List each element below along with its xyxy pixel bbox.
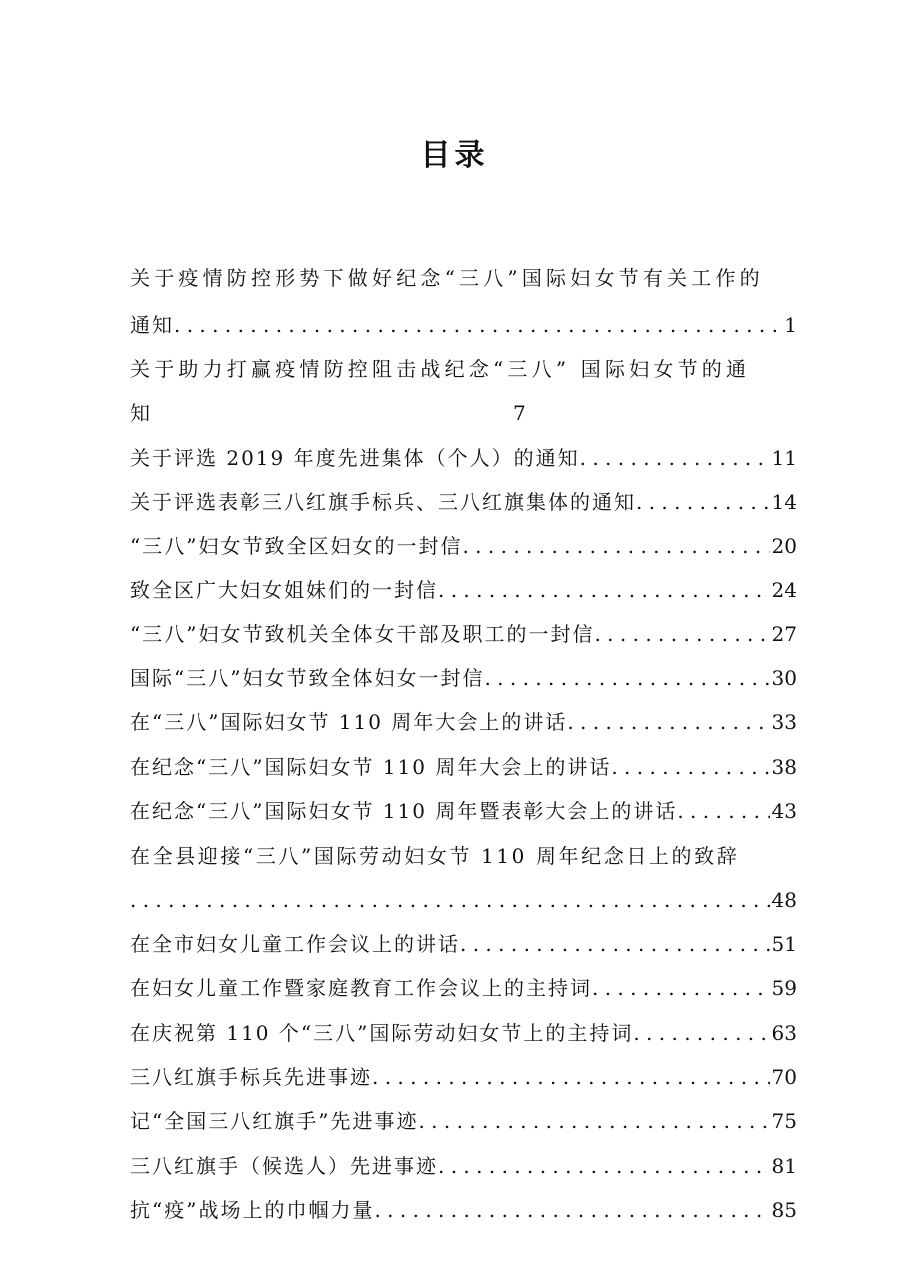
toc-page-number: 48 xyxy=(771,888,797,912)
toc-page-number: 27 xyxy=(771,622,797,646)
leader-dots xyxy=(130,885,770,915)
toc-entry-14[interactable] xyxy=(130,973,797,1003)
toc-entry-2-line1[interactable] xyxy=(130,354,797,384)
toc-page-number: 1 xyxy=(784,313,797,337)
toc-entry-16[interactable] xyxy=(130,1062,797,1092)
toc-page-number: 30 xyxy=(771,666,797,690)
toc-page-number: 51 xyxy=(771,932,797,956)
toc-entry-5[interactable] xyxy=(130,531,797,561)
toc-page-number: 70 xyxy=(771,1065,797,1089)
toc-entry-title: 在“三八”国际妇女节 110 周年大会上的讲话 xyxy=(130,710,568,734)
leader-dots xyxy=(438,575,770,605)
toc-entry-title: 在纪念“三八”国际妇女节 110 周年大会上的讲话 xyxy=(130,755,612,779)
toc-entry-17[interactable] xyxy=(130,1106,797,1136)
page-title: 目录 xyxy=(420,138,489,173)
leader-dots xyxy=(418,1106,769,1136)
toc-page-number: 7 xyxy=(513,401,526,425)
toc-entry-4[interactable] xyxy=(130,487,797,517)
toc-entry-title: 三八红旗手（候选人）先进事迹 xyxy=(130,1154,438,1178)
toc-entry-title: 在庆祝第 110 个“三八”国际劳动妇女节上的主持词 xyxy=(130,1021,634,1045)
toc-entry-1-line1[interactable] xyxy=(130,263,797,293)
toc-page-number: 14 xyxy=(771,490,797,514)
toc-page-number: 20 xyxy=(771,534,797,558)
toc-entry-title: 抗“疫”战场上的巾帼力量 xyxy=(130,1198,375,1222)
leader-dots xyxy=(636,487,770,517)
toc-entry-title: “三八”妇女节致全区妇女的一封信 xyxy=(130,534,463,558)
toc-entry-1[interactable] xyxy=(130,310,797,340)
toc-entry-title: 在妇女儿童工作暨家庭教育工作会议上的主持词 xyxy=(130,976,592,1000)
toc-entry-title: 三八红旗手标兵先进事迹 xyxy=(130,1065,372,1089)
toc-entry-6[interactable] xyxy=(130,575,797,605)
leader-dots xyxy=(438,1151,770,1181)
toc-entry-12[interactable] xyxy=(130,885,797,915)
toc-page-number: 43 xyxy=(771,799,797,823)
toc-entry-title: 在全市妇女儿童工作会议上的讲话 xyxy=(130,932,460,956)
leader-dots xyxy=(592,973,770,1003)
toc-entry-title: 国际“三八”妇女节致全体妇女一封信 xyxy=(130,666,485,690)
toc-page-number: 59 xyxy=(771,976,797,1000)
leader-dots xyxy=(462,531,769,561)
toc-entry-8[interactable] xyxy=(130,663,797,693)
leader-dots xyxy=(372,1062,770,1092)
toc-entry-12-line1[interactable] xyxy=(130,841,797,871)
toc-page-number: 33 xyxy=(771,710,797,734)
toc-entry-18[interactable] xyxy=(130,1151,797,1181)
toc-entry-title: 关于评选表彰三八红旗手标兵、三八红旗集体的通知 xyxy=(130,490,636,514)
toc-entry-title: 在纪念“三八”国际妇女节 110 周年暨表彰大会上的讲话 xyxy=(130,799,678,823)
toc-entry-title: 通知 xyxy=(130,313,174,337)
toc-entry-title: 记“全国三八红旗手”先进事迹 xyxy=(130,1109,419,1133)
toc-entry-11[interactable] xyxy=(130,796,797,826)
toc-entry-title-continued: 在全县迎接“三八”国际劳动妇女节 110 周年纪念日上的致辞 xyxy=(130,844,740,868)
leader-dots xyxy=(677,796,769,826)
leader-dots xyxy=(374,1195,769,1225)
toc-entry-10[interactable] xyxy=(130,752,797,782)
toc-entry-3[interactable] xyxy=(130,443,797,473)
toc-entry-title: 关于评选 2019 年度先进集体（个人）的通知 xyxy=(130,446,580,470)
toc-entry-15[interactable] xyxy=(130,1018,797,1048)
toc-page-number: 85 xyxy=(771,1198,797,1222)
leader-dots xyxy=(174,310,782,340)
toc-entry-9[interactable] xyxy=(130,707,797,737)
toc-entry-title: “三八”妇女节致机关全体女干部及职工的一封信 xyxy=(130,622,595,646)
toc-entry-13[interactable] xyxy=(130,929,797,959)
leader-dots xyxy=(484,663,769,693)
toc-entry-2[interactable] xyxy=(130,398,797,428)
toc-entry-19[interactable] xyxy=(130,1195,797,1225)
leader-dots xyxy=(580,443,770,473)
toc-page-number: 81 xyxy=(771,1154,797,1178)
leader-dots xyxy=(611,752,769,782)
leader-dots xyxy=(460,929,770,959)
toc-page-number: 11 xyxy=(771,446,797,470)
toc-page-number: 38 xyxy=(771,755,797,779)
leader-dots xyxy=(594,619,769,649)
toc-page-number: 63 xyxy=(771,1021,797,1045)
toc-entry-title-continued: 关于疫情防控形势下做好纪念“三八”国际妇女节有关工作的 xyxy=(130,266,764,290)
toc-page-number: 24 xyxy=(771,578,797,602)
toc-entry-title: 知 xyxy=(130,401,150,425)
toc-entry-title-continued: 关于助力打赢疫情防控阻击战纪念“三八” 国际妇女节的通 xyxy=(130,357,751,381)
leader-dots xyxy=(567,707,769,737)
toc-entry-7[interactable] xyxy=(130,619,797,649)
leader-dots xyxy=(633,1018,769,1048)
toc-entry-title: 致全区广大妇女姐妹们的一封信 xyxy=(130,578,438,602)
toc-page-number: 75 xyxy=(771,1109,797,1133)
